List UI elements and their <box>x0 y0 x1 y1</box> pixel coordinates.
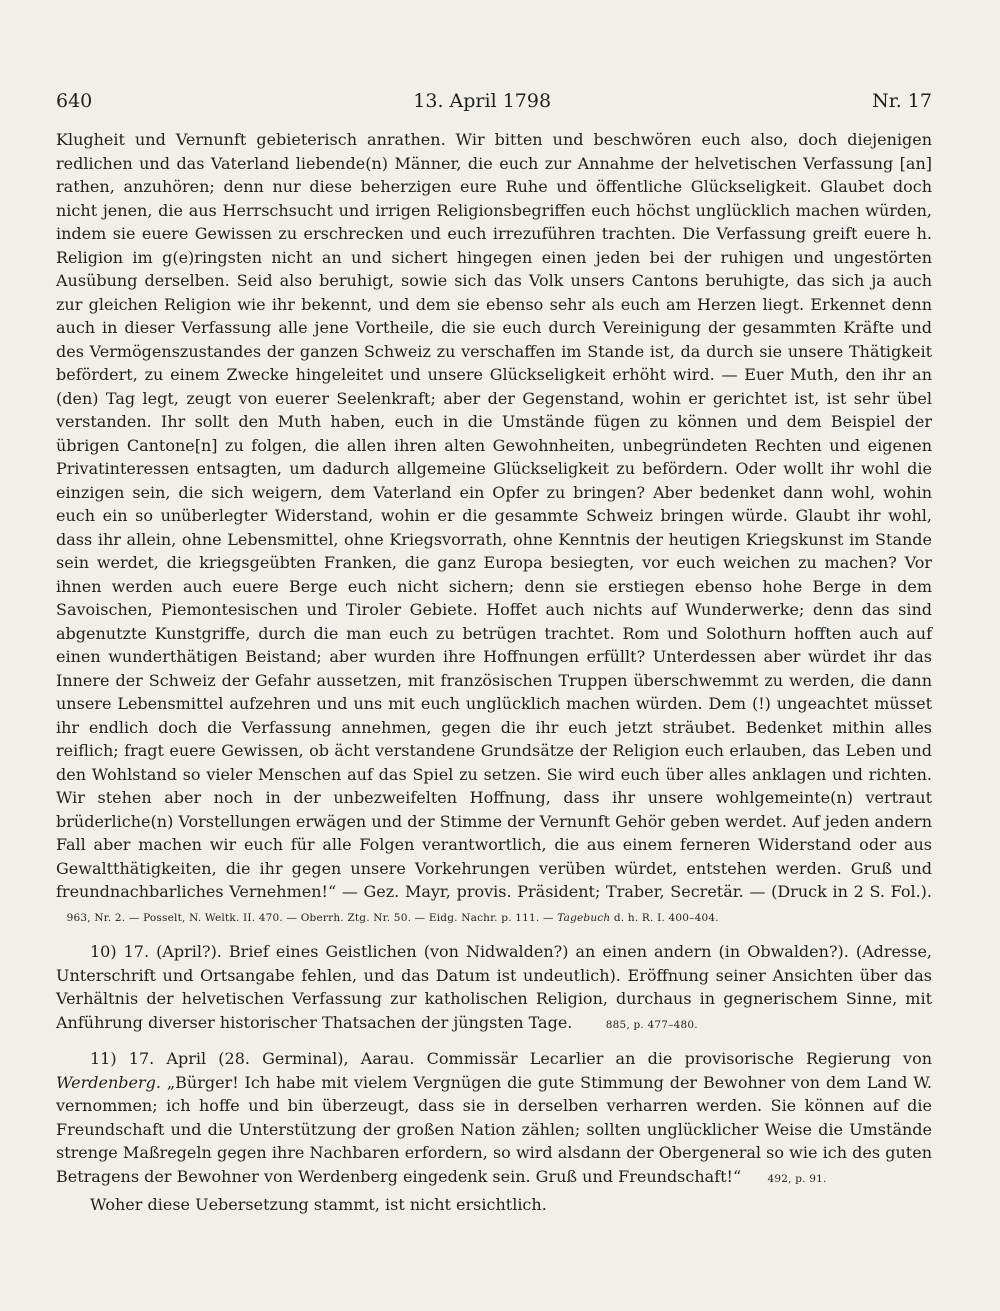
entry-11 <box>56 1047 932 1191</box>
entry-11-text-rest: „Bürger! Ich habe mit vielem Vergnügen die gute Stimmung der Bewohner von dem Land W. vernommen; ich hoffe und bin überzeugt, dass sie in derselben verharren werden. Sie können auf die Freundschaft und die Unterstützung der großen Nation zählen; sollten unglücklicher Weise die Umstände strenge Maßregeln gegen ihre Nachbaren erfordern, so wird alsdann der Obergeneral so wie ich des guten Betragens der Bewohner von Werdenberg eingedenk sein. Gruß und Freundschaft!“ <box>56 1072 932 1186</box>
page-number: 640 <box>56 90 93 112</box>
entry-11-text-start: 11) 17. April (28. Germinal), Aarau. Commissär Lecarlier an die provisorische Regierung von <box>90 1049 932 1068</box>
entry-10-text: 10) 17. (April?). Brief eines Geistlichen (von Nidwalden?) an einen andern (in Obwalden?). (Adresse, Unterschrift und Ortsangabe fehlen, und das Datum ist undeutlich). Eröffnung seiner Ansichten über das Verhältnis der helvetischen Verfassung zur katholischen Religion, durchaus in gegnerischem Sinne, mit Anführung diverser historischer Thatsachen der jüngsten Tage. <box>56 942 932 1032</box>
entry-10 <box>56 940 932 1037</box>
page-body <box>56 128 932 1217</box>
header-issue: Nr. 17 <box>872 90 932 112</box>
entry-11-note: Woher diese Uebersetzung stammt, ist nicht ersichtlich. <box>90 1195 547 1214</box>
continuation-text: Klugheit und Vernunft gebieterisch anrathen. Wir bitten und beschwören euch also, doch diejenigen redlichen und das Vaterland liebende(n) Männer, die euch zur Annahme der helvetischen Verfassung [an] rathen, anzuhören; denn nur diese beherzigen eure Ruhe und öffentliche Glückseligkeit. Glaubet doch nicht jenen, die aus Herrschsucht und irrigen Religionsbegriffen euch höchst unglücklich machen würden, indem sie euere Gewissen zu erschrecken und euch irrezuführen trachten. Die Verfassung greift euere h. Religion im g(e)ringsten nicht an und sichert hingegen einen jeden bei der ruhigen und ungestörten Ausübung derselben. Seid also beruhigt, sowie sich das Volk unsers Cantons beruhigte, das sich ja auch zur gleichen Religion wie ihr bekennt, und dem sie ebenso sehr als euch am Herzen liegt. Erkennet denn auch in dieser Verfassung alle jene Vortheile, die sie euch durch Vereinigung der gesammten Kräfte und des Vermögenszustandes der ganzen Schweiz zu verschaffen im Stande ist, da durch sie unsere Thätigkeit befördert, zu einem Zwecke hingeleitet und unsere Glückseligkeit erhöht wird. — Euer Muth, den ihr an (den) Tag legt, zeugt von euerer Seelenkraft; aber der Gegenstand, wohin er gerichtet ist, ist sehr übel verstanden. Ihr sollt den Muth haben, euch in die Umstände fügen zu können und dem Beispiel der übrigen Cantone[n] zu folgen, die allen ihren alten Gewohnheiten, unbegründeten Rechten und eigenen Privatinteressen entsagten, um dadurch allgemeine Glückseligkeit zu befördern. Oder wollt ihr wohl die einzigen sein, die sich weigern, dem Vaterland ein Opfer zu bringen? Aber bedenket dann wohl, wohin euch ein so unüberlegter Widerstand, wohin er die gesammte Schweiz bringen würde. Glaubt ihr wohl, dass ihr allein, ohne Lebensmittel, ohne Kriegsvorrath, ohne Kenntnis der heutigen Kriegskunst im Stande sein werdet, die kriegsgeübten Franken, die ganz Europa besiegten, vor euch weichen zu machen? Vor ihnen werden auch euere Berge euch nicht sichern; denn sie erstiegen ebenso hohe Berge in dem Savoischen, Piemontesischen und Tiroler Gebiete. Hoffet auch nichts auf Wunderwerke; denn das sind abgenutzte Kunstgriffe, durch die man euch zu betrügen trachtet. Rom und Solothurn hofften auch auf einen wunderthätigen Beistand; aber wurden ihre Hoffnungen erfüllt? Unterdessen aber würdet ihr das Innere der Schweiz der Gefahr aussetzen, mit französischen Truppen überschwemmt zu werden, die dann unsere Lebensmittel aufzehren und uns mit euch unglücklich machen würden. Dem (!) ungeachtet müsset ihr endlich doch die Verfassung annehmen, gegen die ihr euch jetzt sträubet. Bedenket mithin alles reiflich; fragt euere Gewissen, ob ächt verstandene Grundsätze der Religion euch erlauben, das Leben und den Wohlstand so vieler Menschen auf das Spiel zu setzen. Sie wird euch über alles anklagen und richten. Wir stehen aber noch in der unbezweifelten Hoffnung, dass ihr unsere wohlgemeinte(n) vertraut brüderliche(n) Vorstellungen erwägen und der Stimme der Vernunft Gehör geben werdet. Auf jeden andern Fall aber machen wir euch für alle Folgen verantwortlich, die aus einem ferneren Widerstand oder aus Gewaltthätigkeiten, die ihr gegen unsere Vorkehrungen verüben würdet, entstehen werden. Gruß und freundnachbarliches Vernehmen!“ — Gez. Mayr, provis. Präsident; Traber, Secretär. — (Druck in 2 S. Fol.). <box>56 130 932 901</box>
entry-11-source <box>746 1173 826 1185</box>
continuation-source-pre: 963, Nr. 2. — Posselt, N. Weltk. II. 470. — Oberrh. Ztg. Nr. 50. — Eidg. Nachr. p. 111. — <box>66 911 558 924</box>
entry-11-source-text: 492, p. 91. <box>767 1172 827 1185</box>
entry-10-source <box>577 1019 697 1031</box>
continuation-source-italic: Tagebuch <box>557 911 611 924</box>
entry-10-source-text: 885, p. 477–480. <box>605 1018 698 1031</box>
continuation-paragraph <box>56 128 932 930</box>
header-date: 13. April 1798 <box>413 90 552 112</box>
continuation-source <box>56 912 719 924</box>
page-header <box>56 88 932 114</box>
entry-11-place: Werdenberg. <box>56 1072 161 1092</box>
continuation-source-post: d. h. R. I. 400–404. <box>610 911 719 924</box>
